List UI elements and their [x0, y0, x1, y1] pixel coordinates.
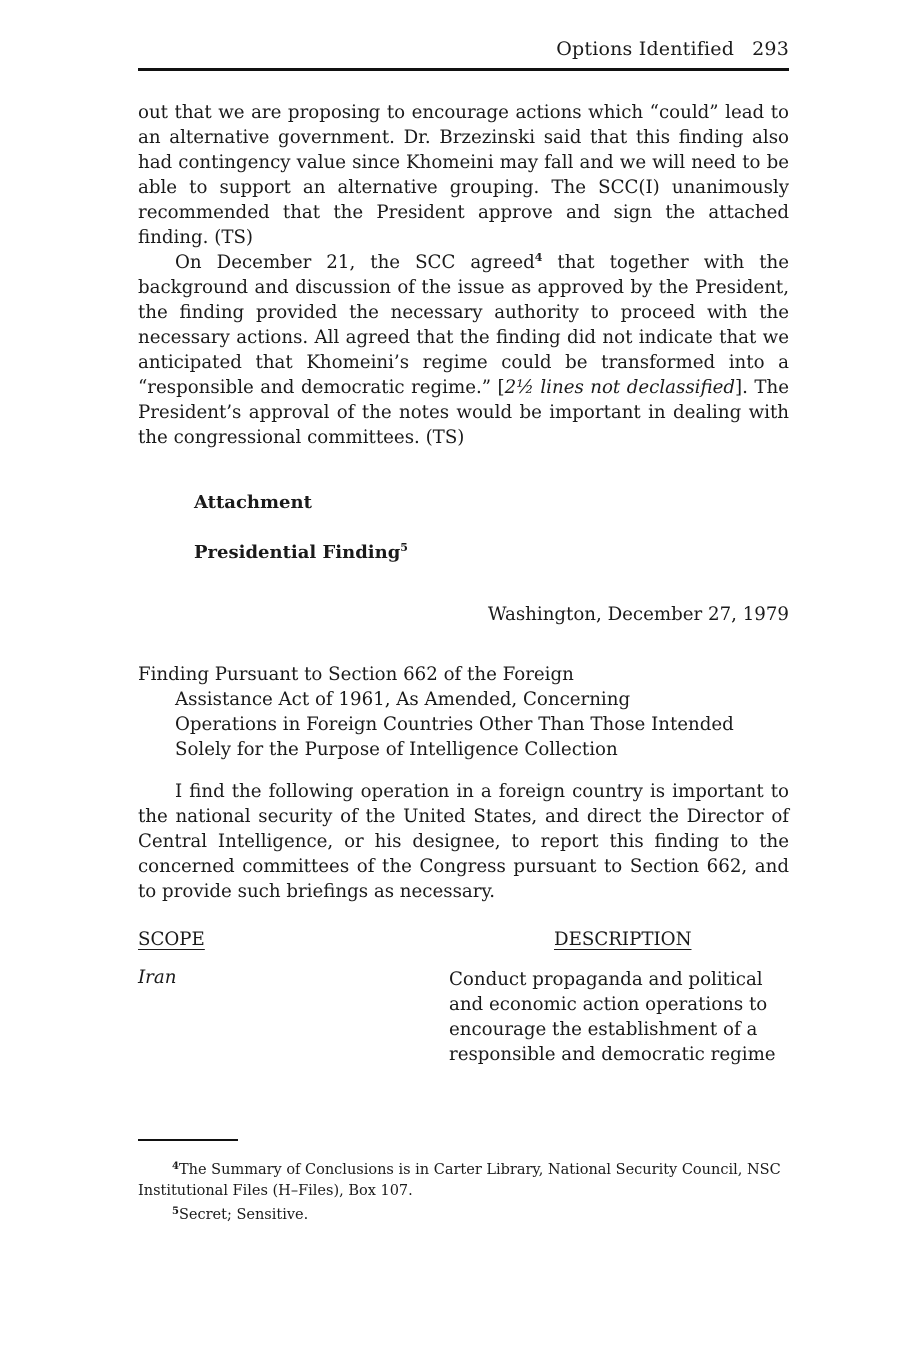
finding-body: I find the following operation in a foreign country is important to the national security of the United States, and direct the Director of Central Intelligence, or his designee, to report this finding to the concerned committees of the Congress pursuant to Section 662, and to provide such briefings as necessary. — [138, 781, 789, 902]
footnote-ref-4: 4 — [534, 251, 543, 264]
description-value: Conduct propaganda and political and economic action operations to encourage the establishment of a responsible and democratic regime — [449, 969, 776, 1065]
finding-title-line: Finding Pursuant to Section 662 of the Foreign — [138, 664, 574, 685]
finding-heading: Presidential Finding$^5$ — [194, 541, 408, 563]
scope-header: SCOPE — [138, 929, 205, 950]
paragraph-2: On December 21, the SCC agreed$^4$ that together with the background and discussion of the issue as approved by the President, the finding provided the necessary authority to proceed with the necessary actions. All agreed that the finding did not indicate that we anticipated that Khomeini’s regime could be transformed into a “responsible and democratic regime.” [2½ lines not declassified]. The President’s approval of the notes would be important in dealing with the congressional committees. (TS) — [138, 251, 789, 448]
footnote-4: $^4$The Summary of Conclusions is in Carter Library, National Security Council, NSC Institutional Files (H–Files), Box 107. — [138, 1161, 781, 1199]
redaction-note: 2½ lines not declassified — [504, 377, 736, 398]
page-number: 293 — [752, 38, 789, 60]
footnote-rule — [138, 1139, 238, 1141]
footnote-ref-5: 5 — [400, 541, 408, 554]
finding-title — [138, 662, 734, 762]
running-header — [556, 38, 789, 60]
attachment-heading: Attachment — [194, 492, 312, 513]
paragraph-1: out that we are proposing to encourage actions which “could” lead to an alternative government. Dr. Brzezinski said that this finding also had contingency value since Khomeini may fall and we will need to be able to support an alternative grouping. The SCC(I) unanimously recommended that the President approve and sign the attached finding. (TS) — [138, 102, 789, 248]
header-rule — [138, 68, 789, 71]
dateline: Washington, December 27, 1979 — [487, 604, 789, 625]
scope-value: Iran — [138, 967, 177, 988]
running-title: Options Identified — [556, 38, 735, 60]
footnotes — [138, 1160, 789, 1229]
finding-title-line: Operations in Foreign Countries Other Than Those Intended — [175, 714, 734, 735]
description-header: DESCRIPTION — [554, 929, 692, 950]
body-text — [138, 100, 789, 450]
finding-title-line: Solely for the Purpose of Intelligence Collection — [175, 739, 618, 760]
footnote-5: $^5$Secret; Sensitive. — [172, 1206, 309, 1223]
finding-title-line: Assistance Act of 1961, As Amended, Concerning — [175, 689, 631, 710]
